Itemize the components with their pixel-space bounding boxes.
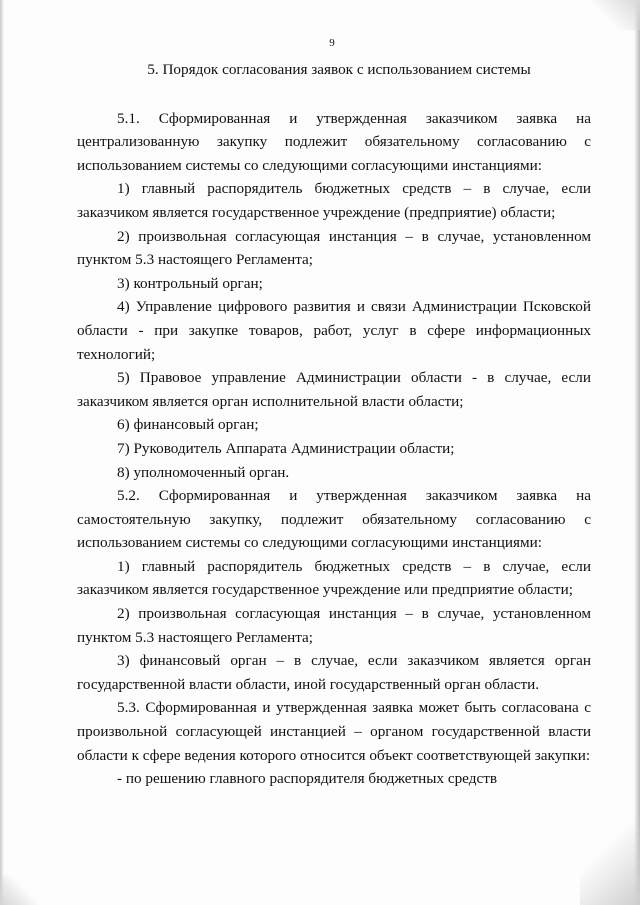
page-number: 9 — [329, 37, 335, 49]
paragraph-5-1: 5.1. Сформированная и утвержденная заказчиком заявка на централизованную закупку подлежит обязательному согласованию с использованием системы со следующими согласующими инстанциями: — [77, 109, 591, 174]
paragraph-5-2: 5.2. Сформированная и утвержденная заказчиком заявка на самостоятельную закупку, подлежит обязательному согласованию с использованием системы со следующими согласующими инстанциями: — [77, 487, 591, 552]
paragraph-5-3: 5.3. Сформированная и утвержденная заявка может быть согласована с произвольной согласующей инстанцией – органом государственной власти области к сфере ведения которого относится объект соответствующей закупки: — [77, 699, 591, 764]
list-item-5-1-2: 2) произвольная согласующая инстанция – в случае, установленном пунктом 5.3 настоящего Регламента; — [77, 227, 591, 269]
list-item-5-1-4: 4) Управление цифрового развития и связи Администрации Псковской области - при закупке товаров, работ, услуг в сфере информационных технологий; — [77, 298, 591, 363]
section-heading: 5. Порядок согласования заявок с использованием системы — [147, 61, 531, 78]
list-item-5-1-1: 1) главный распорядитель бюджетных средств – в случае, если заказчиком является государственное учреждение (предприятие) области; — [77, 180, 591, 221]
list-item-5-1-3: 3) контрольный орган; — [117, 274, 263, 292]
list-item-5-3-dash: - по решению главного распорядителя бюджетных средств — [117, 770, 497, 788]
scan-corner-top-right — [580, 0, 640, 30]
scan-edge-left — [0, 0, 4, 905]
list-item-5-1-5: 5) Правовое управление Администрации области - в случае, если заказчиком является орган исполнительной власти области; — [77, 369, 591, 410]
document-body — [77, 58, 591, 791]
list-item-5-1-8: 8) уполномоченный орган. — [117, 463, 290, 481]
list-item-5-2-2: 2) произвольная согласующая инстанция – в случае, установленном пунктом 5.3 настоящего Регламента; — [77, 605, 591, 646]
list-item-5-2-1: 1) главный распорядитель бюджетных средств – в случае, если заказчиком является государственное учреждение или предприятие области; — [77, 557, 591, 599]
list-item-5-2-3: 3) финансовый орган – в случае, если заказчиком является орган государственной власти области, иной государственный орган области. — [77, 652, 591, 693]
scan-edge-right — [634, 0, 640, 905]
scan-corner-bottom-left — [0, 875, 40, 905]
scan-corner-bottom-right — [580, 795, 640, 905]
list-item-5-1-6: 6) финансовый орган; — [117, 416, 259, 434]
list-item-5-1-7: 7) Руководитель Аппарата Администрации области; — [117, 439, 455, 457]
